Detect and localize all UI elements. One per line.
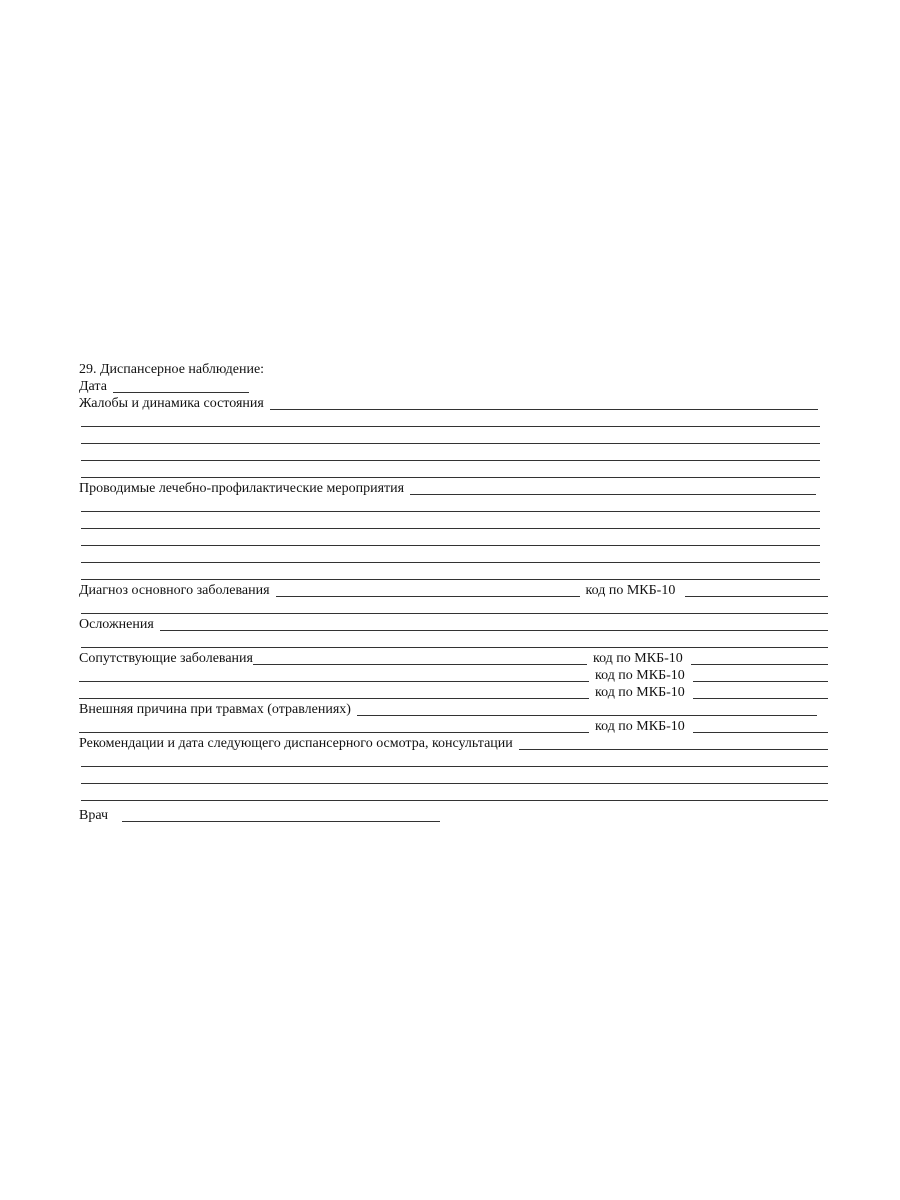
complaints-row bbox=[79, 395, 828, 412]
main-diagnosis-label: Диагноз основного заболевания bbox=[79, 583, 270, 598]
complaints-label: Жалобы и динамика состояния bbox=[79, 396, 264, 411]
concomitant-icd-field-3[interactable] bbox=[693, 686, 828, 699]
concomitant-field-2[interactable] bbox=[79, 669, 589, 682]
measures-line[interactable] bbox=[79, 548, 828, 565]
concomitant-label: Сопутствующие заболевания bbox=[79, 651, 253, 666]
external-cause-icd-row bbox=[79, 718, 828, 735]
measures-row bbox=[79, 480, 828, 497]
recommendations-line[interactable] bbox=[79, 752, 828, 769]
concomitant-row bbox=[79, 650, 828, 667]
dispensary-observation-form bbox=[79, 361, 828, 824]
measures-line[interactable] bbox=[79, 565, 828, 582]
recommendations-line[interactable] bbox=[79, 769, 828, 786]
doctor-row bbox=[79, 807, 828, 824]
measures-label: Проводимые лечебно-профилактические мероприятия bbox=[79, 481, 405, 496]
complaints-line[interactable] bbox=[79, 412, 828, 429]
recommendations-line[interactable] bbox=[79, 786, 828, 803]
main-diagnosis-line[interactable] bbox=[79, 599, 828, 616]
measures-field[interactable] bbox=[410, 482, 816, 495]
doctor-signature-field[interactable] bbox=[122, 809, 440, 822]
date-row bbox=[79, 378, 828, 395]
complications-row bbox=[79, 616, 828, 633]
external-cause-icd-field[interactable] bbox=[693, 720, 828, 733]
section-title-row bbox=[79, 361, 828, 378]
date-field[interactable] bbox=[113, 380, 249, 393]
recommendations-label: Рекомендации и дата следующего диспансерного осмотра, консультации bbox=[79, 736, 513, 751]
measures-line[interactable] bbox=[79, 497, 828, 514]
concomitant-row-2 bbox=[79, 667, 828, 684]
external-cause-row bbox=[79, 701, 828, 718]
complications-field[interactable] bbox=[160, 618, 828, 631]
complications-label: Осложнения bbox=[79, 617, 154, 632]
date-label: Дата bbox=[79, 379, 107, 394]
recommendations-field[interactable] bbox=[519, 737, 828, 750]
concomitant-field[interactable] bbox=[253, 652, 587, 665]
concomitant-icd-field[interactable] bbox=[691, 652, 828, 665]
concomitant-row-3 bbox=[79, 684, 828, 701]
complaints-line[interactable] bbox=[79, 429, 828, 446]
section-title: 29. Диспансерное наблюдение: bbox=[79, 362, 265, 377]
concomitant-icd-field-2[interactable] bbox=[693, 669, 828, 682]
measures-line[interactable] bbox=[79, 531, 828, 548]
complaints-field[interactable] bbox=[270, 397, 818, 410]
complaints-line[interactable] bbox=[79, 463, 828, 480]
measures-line[interactable] bbox=[79, 514, 828, 531]
external-cause-label: Внешняя причина при травмах (отравлениях) bbox=[79, 702, 351, 717]
concomitant-icd-label-3: код по МКБ-10 bbox=[595, 685, 685, 700]
main-diagnosis-icd-label: код по МКБ-10 bbox=[585, 583, 676, 598]
external-cause-line[interactable] bbox=[79, 720, 589, 733]
recommendations-row bbox=[79, 735, 828, 752]
main-diagnosis-row bbox=[79, 582, 828, 599]
concomitant-icd-label: код по МКБ-10 bbox=[592, 651, 683, 666]
main-diagnosis-field[interactable] bbox=[276, 584, 580, 597]
external-cause-field[interactable] bbox=[357, 703, 817, 716]
main-diagnosis-icd-field[interactable] bbox=[685, 584, 828, 597]
external-cause-icd-label: код по МКБ-10 bbox=[595, 719, 685, 734]
doctor-label: Врач bbox=[79, 808, 109, 823]
complaints-line[interactable] bbox=[79, 446, 828, 463]
concomitant-icd-label-2: код по МКБ-10 bbox=[595, 668, 685, 683]
concomitant-field-3[interactable] bbox=[79, 686, 589, 699]
complications-line[interactable] bbox=[79, 633, 828, 650]
